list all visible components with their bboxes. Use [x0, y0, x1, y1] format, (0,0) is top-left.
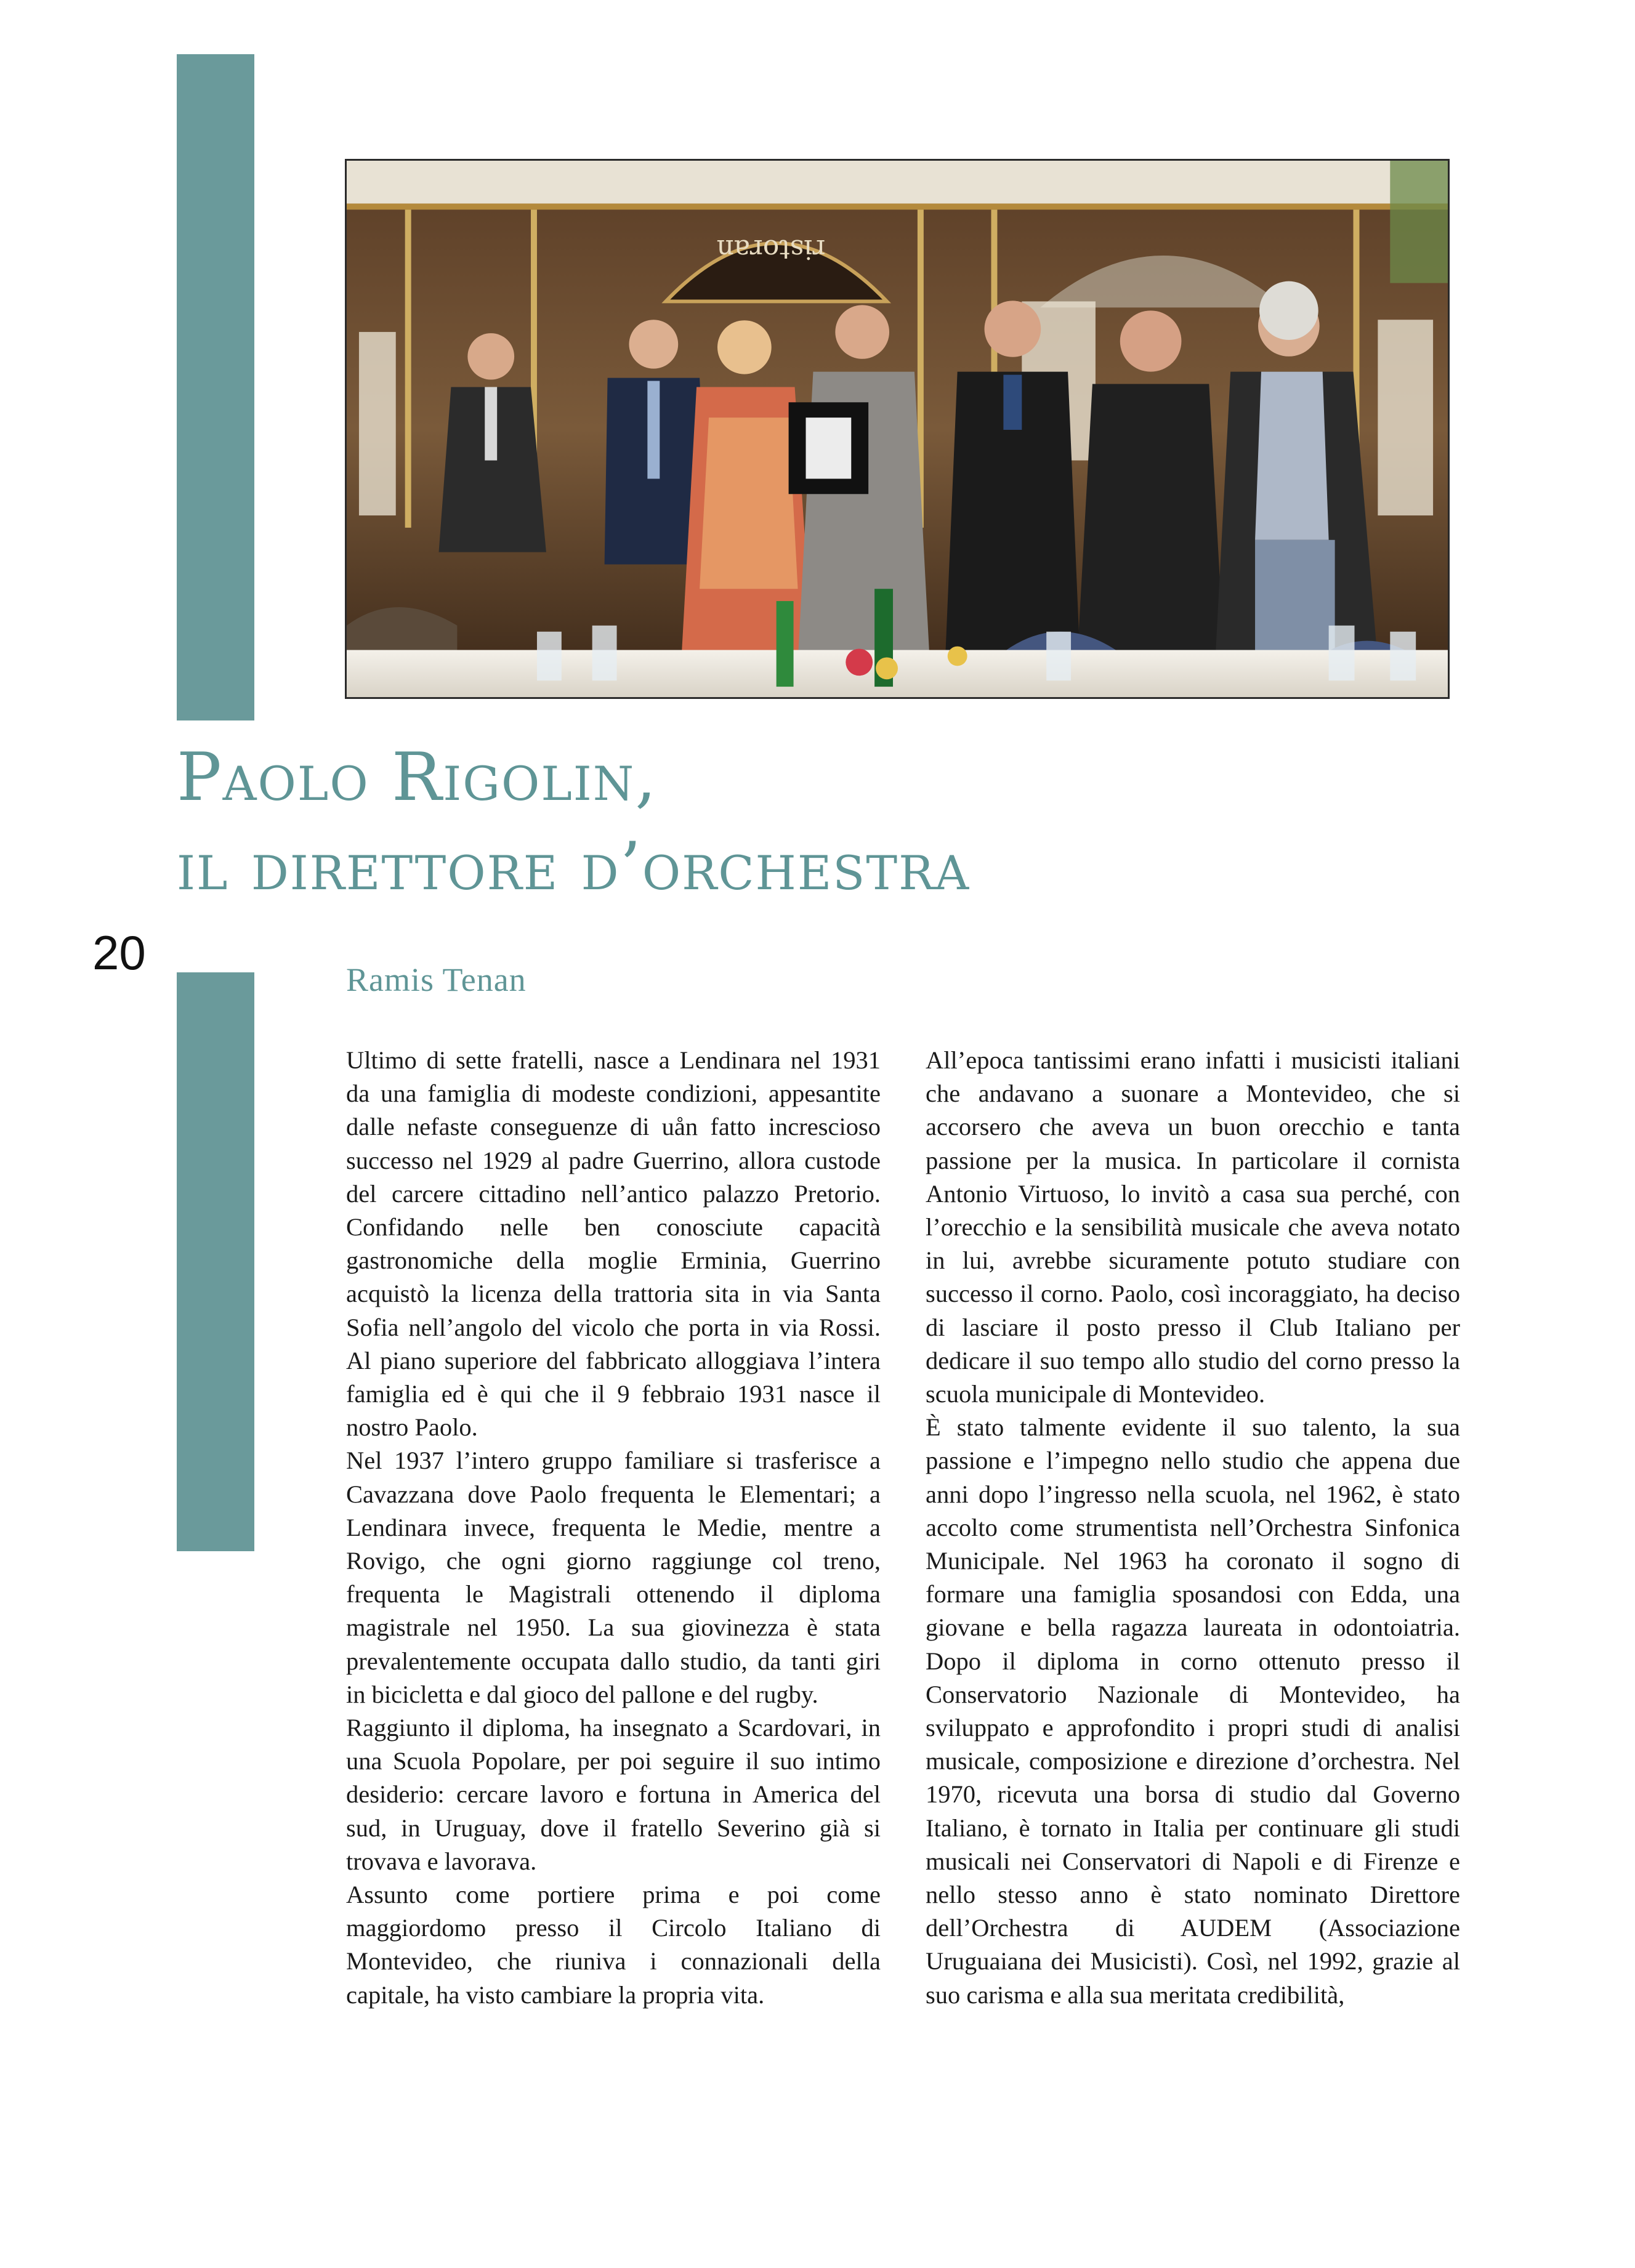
text-column-right	[926, 1044, 1460, 2012]
article-title	[177, 733, 970, 911]
paragraph: Ultimo di sette fratelli, nasce a Lendinara nel 1931 da una famiglia di modeste condizioni, appesantite dalle nefaste conseguenze di uån fatto increscioso successo nel 1929 al padre Guerrino, allora custode del carcere cittadino nell’antico palazzo Pretorio. Confidando nelle ben conosciute capacità gastronomiche della moglie Erminia, Guerrino acquistò la licenza della trattoria sita in via Santa Sofia nell’angolo del vicolo che porta in via Rossi. Al piano superiore del fabbricato alloggiava l’intera famiglia ed è qui che il 9 febbraio 1931 nasce il nostro Paolo.	[346, 1046, 881, 1442]
text-column-left	[346, 1044, 881, 2012]
author-name: Ramis Tenan	[346, 961, 527, 998]
paragraph: Assunto come portiere prima e poi come maggiordomo presso il Circolo Italiano di Montevideo, che riuniva i connazionali della capitale, ha visto cambiare la propria vita.	[346, 1881, 881, 2009]
paragraph: Raggiunto il diploma, ha insegnato a Scardovari, in una Scuola Popolare, per poi seguire il suo intimo desiderio: cercare lavoro e fortuna in America del sud, in Uruguay, dove il fratello Severino già si trovava e lavorava.	[346, 1714, 881, 1875]
article-title-line-2: il direttore d’orchestra	[177, 828, 971, 905]
page-number: 20	[92, 926, 146, 980]
accent-bar-top	[177, 54, 254, 720]
sign-text: ristoran	[716, 233, 826, 265]
paragraph: È stato talmente evidente il suo talento, la sua passione e l’impegno nello studio che appena due anni dopo l’ingresso nella scuola, nel 1962, è stato accolto come strumentista nell’Orchestra Sinfonica Municipale. Nel 1963 ha coronato il sogno di formare una famiglia sposandosi con Edda, una giovane e bella ragazza laureata in odontoiatria. Dopo il diploma in corno ottenuto presso il Conservatorio Nazionale di Montevideo, ha sviluppato e approfondito i propri studi di analisi musicale, composizione e direzione d’orchestra. Nel 1970, ricevuta una borsa di studio dal Governo Italiano, è tornato in Italia per continuare gli studi musicali nei Conservatori di Napoli e di Firenze e nello stesso anno è stato nominato Direttore dell’Orchestra di AUDEM (Associazione Uruguaiana dei Musicisti). Così, nel 1992, grazie al suo carisma e alla sua meritata credibilità,	[926, 1413, 1460, 2009]
article-title-line-1: Paolo Rigolin,	[177, 739, 658, 816]
group-photo	[345, 159, 1450, 699]
paragraph: All’epoca tantissimi erano infatti i musicisti italiani che andavano a suonare a Montevideo, che si accorsero che aveva un buon orecchio e tanta passione per la musica. In particolare il cornista Antonio Virtuoso, lo invitò a casa sua perché, con l’orecchio e la sensibilità musicale che aveva notato in lui, avrebbe sicuramente potuto studiare con successo il corno. Paolo, così incoraggiato, ha deciso di lasciare il posto presso il Club Italiano per dedicare il suo tempo allo studio del corno presso la scuola municipale di Montevideo.	[926, 1046, 1460, 1408]
paragraph: Nel 1937 l’intero gruppo familiare si trasferisce a Cavazzana dove Paolo frequenta le Elementari; a Lendinara invece, frequenta le Medie, mentre a Rovigo, che ogni giorno raggiunge col treno, frequenta le Magistrali ottenendo il diploma magistrale nel 1950. La sua giovinezza è stata prevalentemente occupata dallo studio, da tanti giri in bicicletta e dal gioco del pallone e del rugby.	[346, 1447, 881, 1708]
accent-bar-bottom	[177, 972, 254, 1551]
